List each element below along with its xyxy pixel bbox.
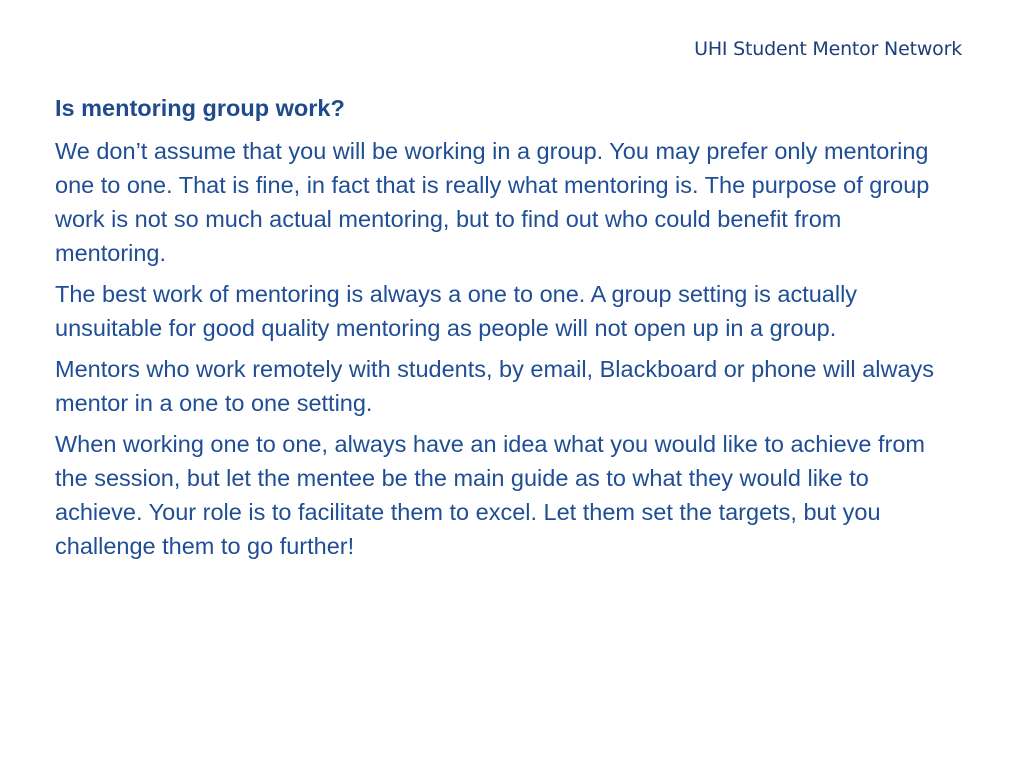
header-title: UHI Student Mentor Network [694,38,962,60]
slide-heading: Is mentoring group work? [55,95,345,121]
slide-content [55,92,955,570]
paragraph-one-to-one: When working one to one, always have an idea what you would like to achieve from the session, but let the mentee be the main guide as to what they would like to achieve. Your role is to facilitate them to excel. Let them set the targets, but you challenge them to go further! [55,431,925,559]
paragraph-best-work: The best work of mentoring is always a one to one. A group setting is actually unsuitable for good quality mentoring as people will not open up in a group. [55,281,858,341]
paragraph-remote-mentors: Mentors who work remotely with students, by email, Blackboard or phone will always mentor in a one to one setting. [55,356,935,416]
paragraph-group-work: We don’t assume that you will be working in a group. You may prefer only mentoring one to one. That is fine, in fact that is really what mentoring is. The purpose of group work is not so much actual mentoring, but to find out who could benefit from mentoring. [55,138,930,266]
